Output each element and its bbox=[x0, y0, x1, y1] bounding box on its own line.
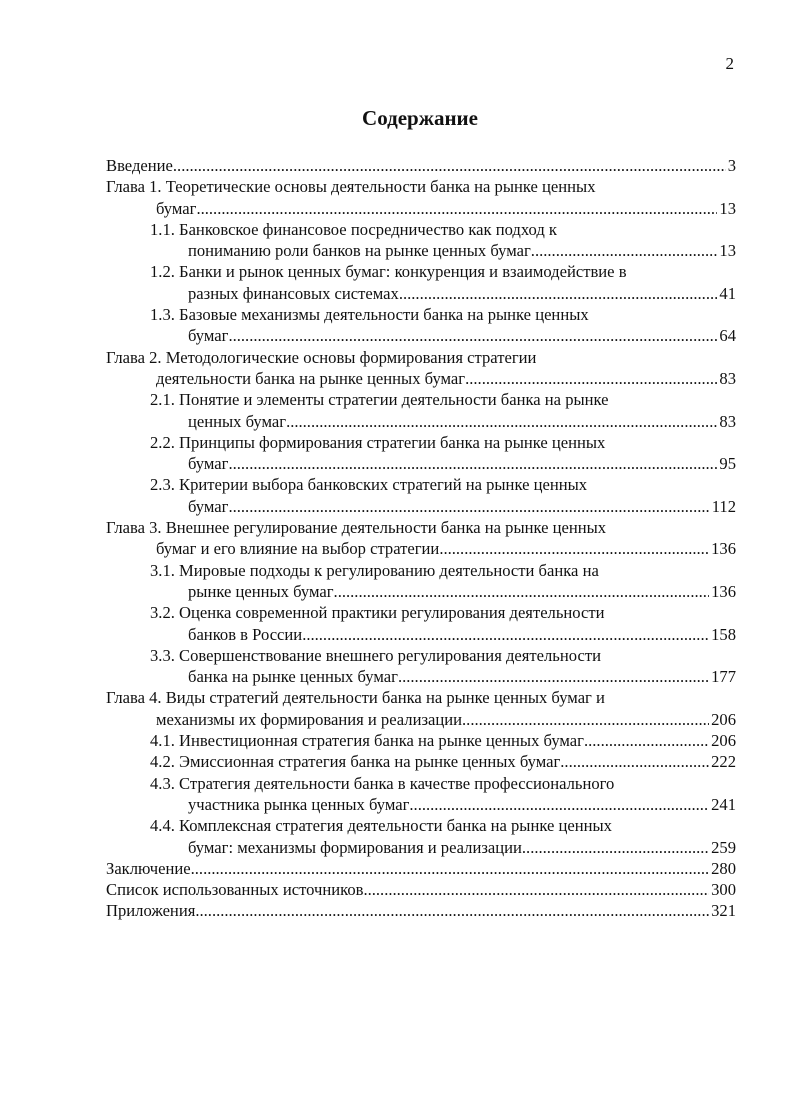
dot-leader bbox=[228, 453, 717, 474]
toc-entry bbox=[106, 347, 736, 390]
table-of-contents bbox=[106, 155, 736, 922]
toc-entry bbox=[106, 517, 736, 560]
toc-entry-line1: 4.4. Комплексная стратегия деятельности банка на рынке ценных bbox=[150, 816, 612, 836]
dot-leader bbox=[439, 538, 709, 559]
toc-entry-line2: Список использованных источников bbox=[106, 880, 364, 900]
toc-entry bbox=[106, 261, 736, 304]
toc-entry-page: 3 bbox=[727, 156, 736, 175]
toc-entry-line2: рынке ценных бумаг bbox=[188, 581, 334, 601]
toc-entry-line1: 1.2. Банки и рынок ценных бумаг: конкуренция и взаимодействие в bbox=[150, 262, 627, 282]
toc-entry-leader-line bbox=[188, 837, 736, 858]
toc-entry-leader-line bbox=[106, 858, 736, 879]
toc-entry bbox=[106, 751, 736, 772]
toc-entry-page: 112 bbox=[711, 496, 736, 516]
toc-entry-line1: 1.1. Банковское финансовое посредничество как подход к bbox=[150, 219, 557, 239]
toc-entry-leader-line bbox=[106, 900, 736, 921]
toc-entry-line2: бумаг bbox=[188, 326, 229, 346]
dot-leader bbox=[398, 666, 709, 687]
toc-entry-page: 158 bbox=[711, 624, 736, 644]
toc-entry-leader-line bbox=[188, 666, 736, 687]
toc-entry-page: 177 bbox=[711, 667, 736, 687]
toc-entry-page: 241 bbox=[711, 794, 736, 814]
toc-entry-page: 259 bbox=[711, 837, 736, 857]
toc-entry-page: 41 bbox=[719, 283, 736, 303]
toc-entry-line2: бумаг и его влияние на выбор стратегии bbox=[156, 539, 440, 559]
dot-leader bbox=[531, 240, 718, 261]
toc-entry bbox=[106, 879, 736, 900]
dot-leader bbox=[302, 624, 709, 645]
toc-entry-line1: 1.3. Базовые механизмы деятельности банка на рынке ценных bbox=[150, 305, 589, 325]
toc-entry bbox=[106, 389, 736, 432]
toc-entry-leader-line bbox=[188, 496, 736, 517]
toc-entry-leader-line bbox=[106, 879, 736, 900]
toc-entry-page: 222 bbox=[711, 752, 736, 772]
toc-entry-leader-line bbox=[188, 240, 736, 261]
toc-entry-line2: Заключение bbox=[106, 858, 191, 878]
toc-entry-leader-line bbox=[150, 751, 736, 772]
toc-entry-line2: Введение bbox=[106, 156, 173, 175]
toc-entry bbox=[106, 474, 736, 517]
dot-leader bbox=[228, 496, 709, 517]
toc-entry-leader-line bbox=[188, 581, 736, 602]
dot-leader bbox=[584, 730, 709, 751]
dot-leader bbox=[191, 858, 709, 879]
toc-entry-leader-line bbox=[188, 453, 736, 474]
toc-entry-page: 280 bbox=[711, 858, 736, 878]
dot-leader bbox=[196, 198, 717, 219]
toc-entry-line2: пониманию роли банков на рынке ценных бумаг bbox=[188, 241, 531, 261]
toc-entry bbox=[106, 730, 736, 751]
toc-entry-line1: 3.2. Оценка современной практики регулирования деятельности bbox=[150, 603, 605, 623]
page-number: 2 bbox=[725, 54, 734, 73]
dot-leader bbox=[363, 879, 709, 900]
toc-entry-line2: бумаг bbox=[188, 454, 229, 474]
toc-entry-page: 300 bbox=[711, 880, 736, 900]
toc-entry-line2: ценных бумаг bbox=[188, 411, 287, 431]
toc-entry-line2: банка на рынке ценных бумаг bbox=[188, 667, 398, 687]
page-title: Содержание bbox=[362, 106, 478, 130]
toc-entry-line1: 2.3. Критерии выбора банковских стратегий на рынке ценных bbox=[150, 475, 588, 495]
toc-entry-leader-line bbox=[106, 155, 736, 176]
toc-entry-leader-line bbox=[156, 538, 736, 559]
toc-entry-leader-line bbox=[188, 794, 736, 815]
toc-entry-page: 95 bbox=[719, 454, 736, 474]
toc-entry-leader-line bbox=[188, 283, 736, 304]
toc-entry bbox=[106, 219, 736, 262]
dot-leader bbox=[462, 709, 709, 730]
toc-entry-page: 206 bbox=[711, 731, 736, 751]
toc-entry-page: 206 bbox=[711, 709, 736, 729]
toc-entry-page: 13 bbox=[719, 198, 736, 218]
dot-leader bbox=[173, 155, 726, 176]
toc-entry-line2: механизмы их формирования и реализации bbox=[156, 709, 463, 729]
toc-entry-leader-line bbox=[188, 325, 736, 346]
toc-entry-leader-line bbox=[150, 730, 736, 751]
toc-entry bbox=[106, 602, 736, 645]
toc-entry bbox=[106, 176, 736, 219]
dot-leader bbox=[409, 794, 709, 815]
toc-entry-line2: банков в России bbox=[188, 624, 303, 644]
toc-entry-page: 136 bbox=[711, 539, 736, 559]
toc-entry-line1: 2.2. Принципы формирования стратегии банка на рынке ценных bbox=[150, 432, 606, 452]
toc-entry-leader-line bbox=[188, 411, 736, 432]
toc-entry-page: 136 bbox=[711, 581, 736, 601]
toc-entry-leader-line bbox=[156, 368, 736, 389]
toc-entry-line2: 4.2. Эмиссионная стратегия банка на рынке ценных бумаг bbox=[150, 752, 561, 772]
dot-leader bbox=[195, 900, 709, 921]
dot-leader bbox=[286, 411, 717, 432]
toc-entry-line1: 3.3. Совершенствование внешнего регулирования деятельности bbox=[150, 645, 601, 665]
dot-leader bbox=[334, 581, 710, 602]
toc-entry bbox=[106, 858, 736, 879]
dot-leader bbox=[465, 368, 717, 389]
toc-entry-page: 83 bbox=[719, 368, 736, 388]
toc-entry-line2: бумаг: механизмы формирования и реализации bbox=[188, 837, 522, 857]
toc-entry bbox=[106, 304, 736, 347]
toc-entry-leader-line bbox=[188, 624, 736, 645]
dot-leader bbox=[228, 325, 717, 346]
toc-entry bbox=[106, 645, 736, 688]
toc-entry-line1: Глава 2. Методологические основы формирования стратегии bbox=[106, 347, 537, 367]
toc-entry-page: 13 bbox=[719, 241, 736, 261]
toc-entry-line1: Глава 4. Виды стратегий деятельности банка на рынке ценных бумаг и bbox=[106, 688, 605, 708]
toc-entry-line1: Глава 3. Внешнее регулирование деятельности банка на рынке ценных bbox=[106, 518, 607, 538]
toc-entry bbox=[106, 432, 736, 475]
toc-entry-line2: бумаг bbox=[156, 198, 197, 218]
toc-entry bbox=[106, 155, 736, 176]
toc-entry-page: 64 bbox=[719, 326, 736, 346]
toc-entry-line2: Приложения bbox=[106, 901, 196, 921]
toc-entry-page: 321 bbox=[711, 901, 736, 921]
dot-leader bbox=[560, 751, 709, 772]
toc-entry-line2: 4.1. Инвестиционная стратегия банка на рынке ценных бумаг bbox=[150, 731, 584, 751]
toc-entry-leader-line bbox=[156, 709, 736, 730]
toc-entry-line1: 4.3. Стратегия деятельности банка в качестве профессионального bbox=[150, 773, 615, 793]
toc-entry-page: 83 bbox=[719, 411, 736, 431]
dot-leader bbox=[399, 283, 718, 304]
toc-entry-leader-line bbox=[156, 198, 736, 219]
dot-leader bbox=[522, 837, 709, 858]
toc-entry-line2: участника рынка ценных бумаг bbox=[188, 794, 410, 814]
toc-entry bbox=[106, 773, 736, 816]
toc-entry-line2: деятельности банка на рынке ценных бумаг bbox=[156, 368, 466, 388]
toc-entry-line1: 3.1. Мировые подходы к регулированию деятельности банка на bbox=[150, 560, 599, 580]
toc-entry-line1: Глава 1. Теоретические основы деятельности банка на рынке ценных bbox=[106, 177, 596, 197]
toc-entry bbox=[106, 900, 736, 921]
toc-entry-line2: бумаг bbox=[188, 496, 229, 516]
toc-entry-line1: 2.1. Понятие и элементы стратегии деятельности банка на рынке bbox=[150, 390, 609, 410]
toc-entry-line2: разных финансовых системах bbox=[188, 283, 399, 303]
toc-entry bbox=[106, 560, 736, 603]
toc-entry bbox=[106, 687, 736, 730]
toc-entry bbox=[106, 815, 736, 858]
